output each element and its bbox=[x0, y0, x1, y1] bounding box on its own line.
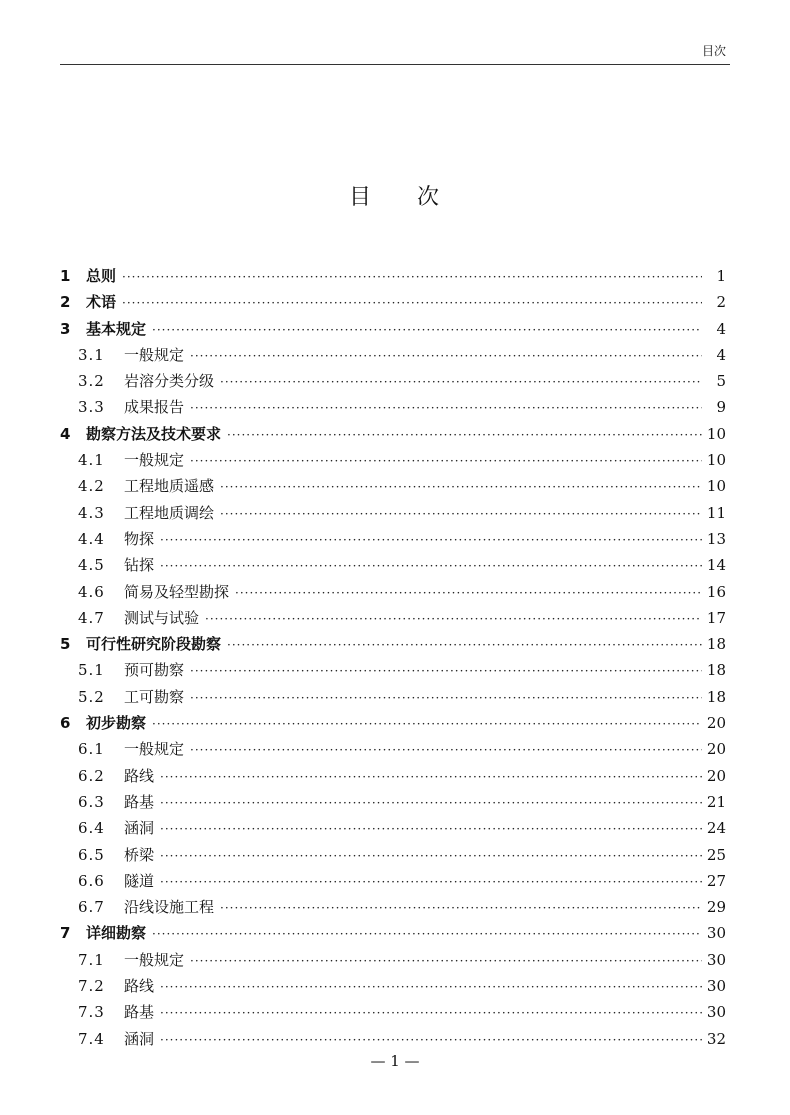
toc-entry-label: 详细勘察 bbox=[86, 924, 147, 943]
toc-entry-number: 5 bbox=[60, 635, 71, 654]
toc-entry-label: 钻探 bbox=[124, 556, 155, 575]
toc-section-entry[interactable] bbox=[60, 605, 726, 631]
toc-entry-label: 勘察方法及技术要求 bbox=[86, 424, 222, 443]
toc-dot-leader bbox=[122, 290, 702, 316]
toc-section-entry[interactable] bbox=[60, 815, 726, 841]
toc-entry-page: 17 bbox=[706, 608, 726, 627]
toc-dot-leader bbox=[160, 527, 702, 553]
toc-dot-leader bbox=[190, 343, 702, 369]
toc-entry-page: 4 bbox=[716, 345, 726, 364]
toc-entry-page: 29 bbox=[706, 898, 726, 917]
toc-section-entry[interactable] bbox=[60, 342, 726, 368]
toc-dot-leader bbox=[160, 1027, 702, 1053]
toc-entry-label: 路基 bbox=[124, 1003, 155, 1022]
toc-entry-number: 3.3 bbox=[78, 398, 105, 417]
toc-entry-label: 基本规定 bbox=[86, 319, 147, 338]
toc-entry-page: 2 bbox=[716, 293, 726, 312]
toc-entry-number: 4.2 bbox=[78, 477, 105, 496]
toc-entry-label: 隧道 bbox=[124, 871, 155, 890]
toc-dot-leader bbox=[160, 764, 702, 790]
toc-section-entry[interactable] bbox=[60, 657, 726, 683]
toc-entry-page: 18 bbox=[706, 687, 726, 706]
toc-section-entry[interactable] bbox=[60, 763, 726, 789]
toc-entry-page: 20 bbox=[706, 714, 726, 733]
toc-entry-label: 工可勘察 bbox=[124, 687, 185, 706]
toc-entry-label: 简易及轻型勘探 bbox=[124, 582, 230, 601]
toc-entry-label: 一般规定 bbox=[124, 451, 185, 470]
table-of-contents bbox=[60, 263, 726, 1052]
toc-entry-page: 10 bbox=[706, 477, 726, 496]
toc-dot-leader bbox=[160, 869, 702, 895]
toc-dot-leader bbox=[152, 317, 702, 343]
toc-entry-number: 6.3 bbox=[78, 792, 105, 811]
toc-section-entry[interactable] bbox=[60, 999, 726, 1025]
toc-entry-number: 5.1 bbox=[78, 661, 105, 680]
toc-dot-leader bbox=[220, 895, 702, 921]
page-number: — 1 — bbox=[370, 1052, 420, 1070]
toc-entry-label: 一般规定 bbox=[124, 950, 185, 969]
toc-chapter-entry[interactable] bbox=[60, 710, 726, 736]
toc-section-entry[interactable] bbox=[60, 789, 726, 815]
toc-chapter-entry[interactable] bbox=[60, 421, 726, 447]
toc-chapter-entry[interactable] bbox=[60, 289, 726, 315]
toc-dot-leader bbox=[190, 395, 702, 421]
toc-entry-number: 5.2 bbox=[78, 687, 105, 706]
toc-dot-leader bbox=[220, 369, 702, 395]
toc-entry-page: 20 bbox=[706, 766, 726, 785]
toc-dot-leader bbox=[190, 685, 702, 711]
toc-entry-page: 14 bbox=[706, 556, 726, 575]
toc-entry-page: 10 bbox=[706, 451, 726, 470]
toc-entry-page: 11 bbox=[706, 503, 726, 522]
toc-entry-number: 7 bbox=[60, 924, 71, 943]
toc-entry-page: 30 bbox=[706, 950, 726, 969]
toc-entry-page: 20 bbox=[706, 740, 726, 759]
toc-entry-number: 4 bbox=[60, 424, 71, 443]
toc-entry-number: 6.4 bbox=[78, 819, 105, 838]
toc-entry-page: 25 bbox=[706, 845, 726, 864]
toc-entry-page: 9 bbox=[716, 398, 726, 417]
toc-dot-leader bbox=[227, 422, 702, 448]
toc-dot-leader bbox=[235, 580, 702, 606]
toc-dot-leader bbox=[190, 948, 702, 974]
toc-entry-page: 4 bbox=[716, 319, 726, 338]
toc-entry-label: 物探 bbox=[124, 529, 155, 548]
toc-entry-page: 21 bbox=[706, 792, 726, 811]
title-char-2: 次 bbox=[417, 185, 442, 210]
toc-entry-label: 术语 bbox=[86, 293, 117, 312]
toc-entry-label: 路线 bbox=[124, 977, 155, 996]
toc-dot-leader bbox=[190, 737, 702, 763]
running-header: 目次 bbox=[701, 44, 726, 58]
toc-entry-number: 3 bbox=[60, 319, 71, 338]
toc-section-entry[interactable] bbox=[60, 473, 726, 499]
toc-section-entry[interactable] bbox=[60, 868, 726, 894]
toc-dot-leader bbox=[220, 501, 702, 527]
toc-entry-label: 路线 bbox=[124, 766, 155, 785]
toc-chapter-entry[interactable] bbox=[60, 920, 726, 946]
toc-dot-leader bbox=[205, 606, 702, 632]
toc-entry-number: 4.6 bbox=[78, 582, 105, 601]
toc-section-entry[interactable] bbox=[60, 368, 726, 394]
toc-entry-label: 一般规定 bbox=[124, 345, 185, 364]
toc-dot-leader bbox=[160, 843, 702, 869]
toc-entry-label: 路基 bbox=[124, 792, 155, 811]
toc-entry-label: 可行性研究阶段勘察 bbox=[86, 635, 222, 654]
toc-entry-label: 涵洞 bbox=[124, 819, 155, 838]
toc-entry-number: 6.6 bbox=[78, 871, 105, 890]
toc-dot-leader bbox=[160, 553, 702, 579]
toc-entry-number: 3.1 bbox=[78, 345, 105, 364]
toc-chapter-entry[interactable] bbox=[60, 316, 726, 342]
toc-entry-number: 3.2 bbox=[78, 372, 105, 391]
toc-section-entry[interactable] bbox=[60, 579, 726, 605]
toc-entry-label: 涵洞 bbox=[124, 1029, 155, 1048]
toc-dot-leader bbox=[152, 711, 702, 737]
toc-entry-label: 预可勘察 bbox=[124, 661, 185, 680]
toc-entry-label: 测试与试验 bbox=[124, 608, 200, 627]
toc-entry-number: 4.5 bbox=[78, 556, 105, 575]
toc-entry-label: 岩溶分类分级 bbox=[124, 372, 215, 391]
toc-entry-page: 30 bbox=[706, 924, 726, 943]
toc-entry-page: 27 bbox=[706, 871, 726, 890]
toc-entry-number: 6.7 bbox=[78, 898, 105, 917]
page-title bbox=[0, 180, 790, 211]
toc-entry-number: 6.2 bbox=[78, 766, 105, 785]
toc-entry-number: 4.4 bbox=[78, 529, 105, 548]
toc-section-entry[interactable] bbox=[60, 552, 726, 578]
toc-entry-number: 4.7 bbox=[78, 608, 105, 627]
toc-entry-page: 32 bbox=[706, 1029, 726, 1048]
toc-section-entry[interactable] bbox=[60, 973, 726, 999]
toc-dot-leader bbox=[190, 448, 702, 474]
toc-section-entry[interactable] bbox=[60, 500, 726, 526]
toc-entry-number: 7.2 bbox=[78, 977, 105, 996]
toc-dot-leader bbox=[152, 921, 702, 947]
toc-entry-number: 4.1 bbox=[78, 451, 105, 470]
toc-entry-page: 18 bbox=[706, 661, 726, 680]
toc-section-entry[interactable] bbox=[60, 447, 726, 473]
toc-entry-label: 总则 bbox=[86, 267, 117, 285]
toc-dot-leader bbox=[160, 974, 702, 1000]
toc-section-entry[interactable] bbox=[60, 526, 726, 552]
toc-entry-number: 7.1 bbox=[78, 950, 105, 969]
toc-entry-label: 一般规定 bbox=[124, 740, 185, 759]
toc-dot-leader bbox=[220, 474, 702, 500]
toc-chapter-entry[interactable] bbox=[60, 263, 726, 289]
toc-entry-page: 30 bbox=[706, 977, 726, 996]
toc-entry-number: 1 bbox=[60, 267, 71, 285]
toc-section-entry[interactable] bbox=[60, 947, 726, 973]
toc-dot-leader bbox=[160, 816, 702, 842]
toc-chapter-entry[interactable] bbox=[60, 631, 726, 657]
toc-dot-leader bbox=[227, 632, 702, 658]
toc-section-entry[interactable] bbox=[60, 736, 726, 762]
header-rule bbox=[60, 64, 730, 65]
toc-entry-page: 30 bbox=[706, 1003, 726, 1022]
toc-entry-page: 18 bbox=[706, 635, 726, 654]
toc-dot-leader bbox=[160, 790, 702, 816]
toc-entry-number: 4.3 bbox=[78, 503, 105, 522]
toc-dot-leader bbox=[160, 1000, 702, 1026]
toc-entry-page: 13 bbox=[706, 529, 726, 548]
toc-entry-label: 桥梁 bbox=[124, 845, 155, 864]
toc-entry-number: 6.5 bbox=[78, 845, 105, 864]
toc-section-entry[interactable] bbox=[60, 894, 726, 920]
toc-section-entry[interactable] bbox=[60, 842, 726, 868]
toc-entry-number: 7.4 bbox=[78, 1029, 105, 1048]
toc-entry-number: 6 bbox=[60, 714, 71, 733]
title-char-1: 目 bbox=[348, 185, 373, 210]
toc-entry-page: 5 bbox=[716, 372, 726, 391]
toc-entry-label: 成果报告 bbox=[124, 398, 185, 417]
toc-entry-label: 沿线设施工程 bbox=[124, 898, 215, 917]
toc-entry-number: 7.3 bbox=[78, 1003, 105, 1022]
toc-dot-leader bbox=[122, 264, 702, 290]
toc-entry-number: 2 bbox=[60, 293, 71, 312]
toc-entry-number: 6.1 bbox=[78, 740, 105, 759]
toc-section-entry[interactable] bbox=[60, 1026, 726, 1052]
toc-section-entry[interactable] bbox=[60, 394, 726, 420]
toc-entry-label: 工程地质遥感 bbox=[124, 477, 215, 496]
toc-entry-label: 初步勘察 bbox=[86, 714, 147, 733]
toc-entry-page: 1 bbox=[716, 267, 726, 285]
toc-entry-page: 16 bbox=[706, 582, 726, 601]
toc-dot-leader bbox=[190, 658, 702, 684]
toc-entry-page: 24 bbox=[706, 819, 726, 838]
toc-entry-page: 10 bbox=[706, 424, 726, 443]
toc-section-entry[interactable] bbox=[60, 684, 726, 710]
toc-entry-label: 工程地质调绘 bbox=[124, 503, 215, 522]
